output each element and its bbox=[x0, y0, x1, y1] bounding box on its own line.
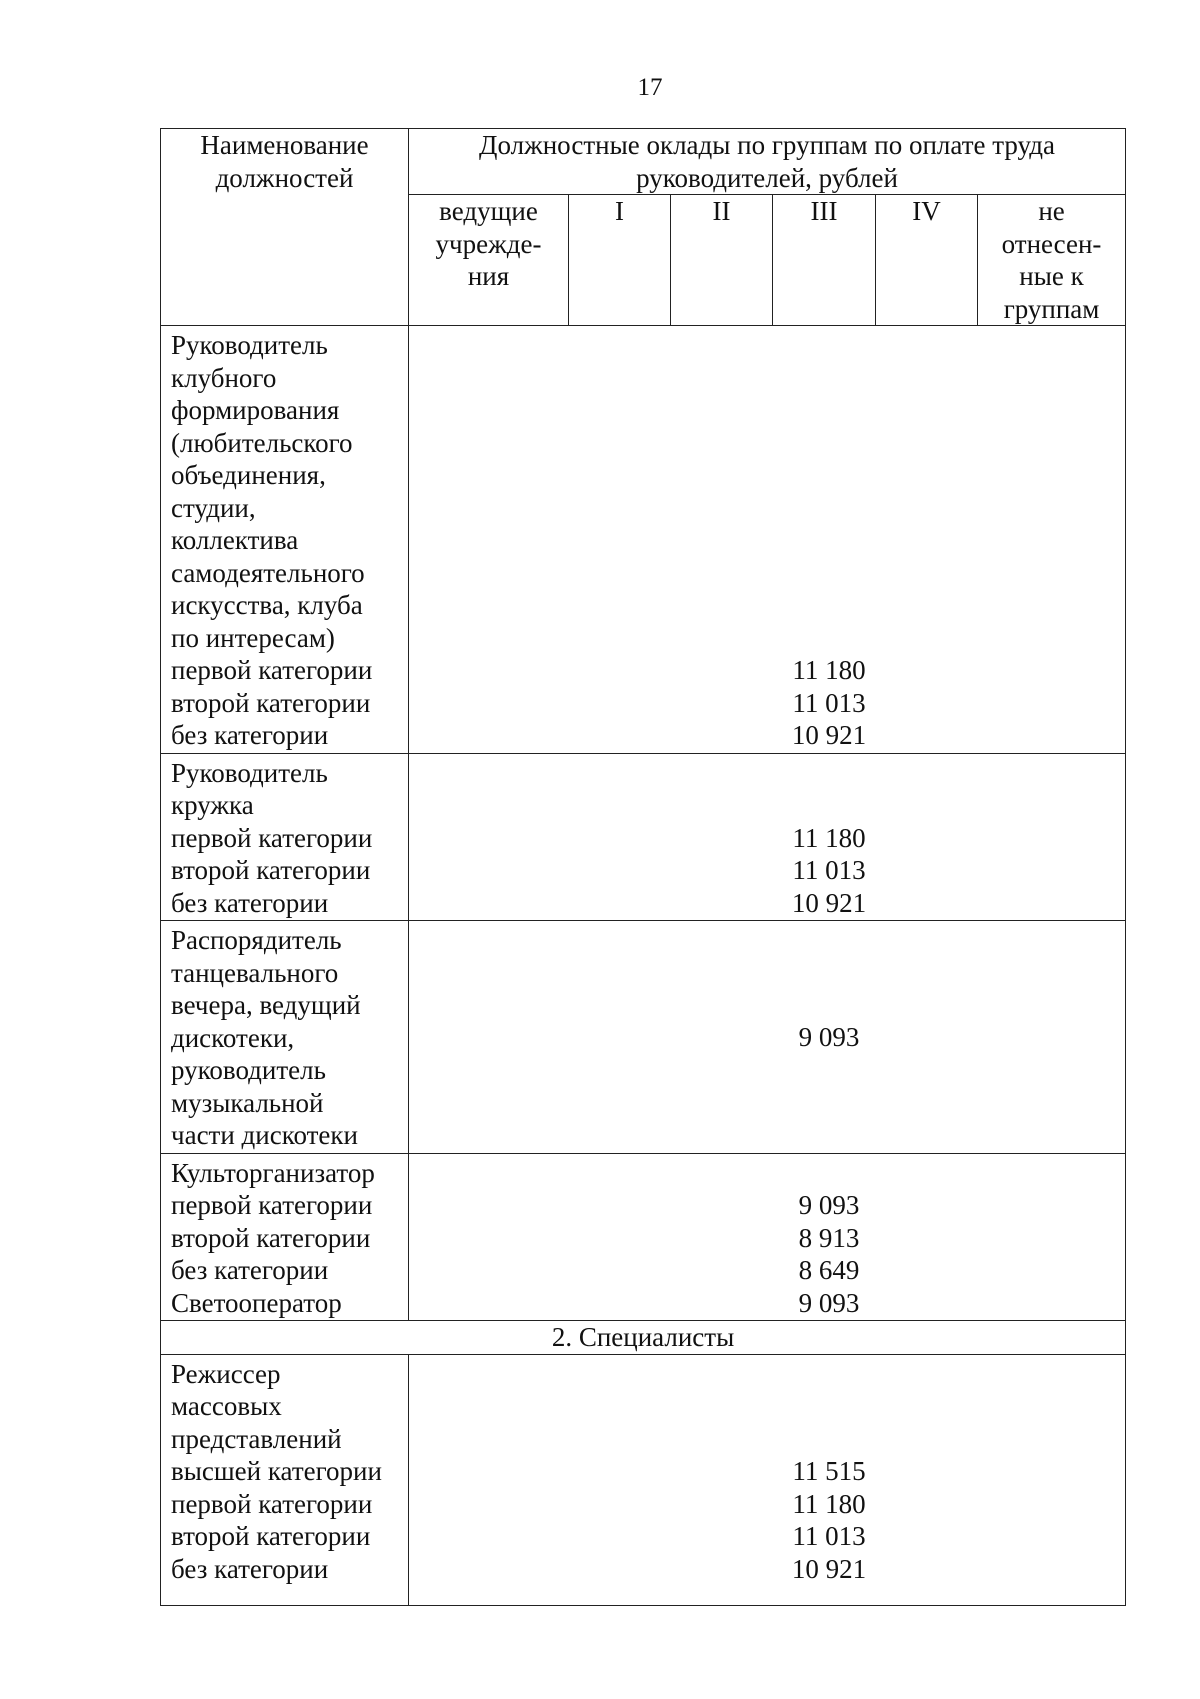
position-name-cell: Руководитель кружка первой категории второй категории без категории bbox=[161, 753, 409, 921]
header-group-iii: III bbox=[773, 195, 876, 326]
salary-value-cell: 11 180 11 013 10 921 bbox=[409, 326, 1126, 754]
position-name-cell: Режиссер массовых представлений высшей категории первой категории второй категории без категории bbox=[161, 1354, 409, 1606]
table-row bbox=[161, 1153, 1126, 1321]
header-group-i: I bbox=[569, 195, 671, 326]
salary-value-cell: 11 180 11 013 10 921 bbox=[409, 753, 1126, 921]
position-name-cell: Руководитель клубного формирования (любительского объединения, студии, коллектива самодеятельного искусства, клуба по интересам) первой категории второй категории без категории bbox=[161, 326, 409, 754]
position-name-cell: Распорядитель танцевального вечера, ведущий дискотеки, руководитель музыкальной части дискотеки bbox=[161, 921, 409, 1154]
salary-value-cell: 9 093 8 913 8 649 9 093 bbox=[409, 1153, 1126, 1321]
table-row bbox=[161, 326, 1126, 754]
position-name-cell: Культорганизатор первой категории второй категории без категории Светооператор bbox=[161, 1153, 409, 1321]
table-row bbox=[161, 921, 1126, 1154]
section-header-row bbox=[161, 1321, 1126, 1355]
header-group-ii: II bbox=[671, 195, 773, 326]
header-group-iv: IV bbox=[876, 195, 978, 326]
header-salary-groups: Должностные оклады по группам по оплате труда руководителей, рублей bbox=[409, 129, 1126, 195]
section-title: 2. Специалисты bbox=[161, 1321, 1126, 1355]
salary-value-cell: 9 093 bbox=[409, 921, 1126, 1154]
table-row bbox=[161, 1354, 1126, 1606]
salary-value-cell: 11 515 11 180 11 013 10 921 bbox=[409, 1354, 1126, 1606]
header-position-name: Наименование должностей bbox=[161, 129, 409, 326]
table-row bbox=[161, 753, 1126, 921]
page-number: 17 bbox=[637, 74, 663, 101]
header-row-1 bbox=[161, 129, 1126, 195]
salary-table bbox=[160, 128, 1126, 1606]
header-not-assigned: не отнесен- ные к группам bbox=[978, 195, 1126, 326]
header-leading-institutions: ведущие учрежде- ния bbox=[409, 195, 569, 326]
